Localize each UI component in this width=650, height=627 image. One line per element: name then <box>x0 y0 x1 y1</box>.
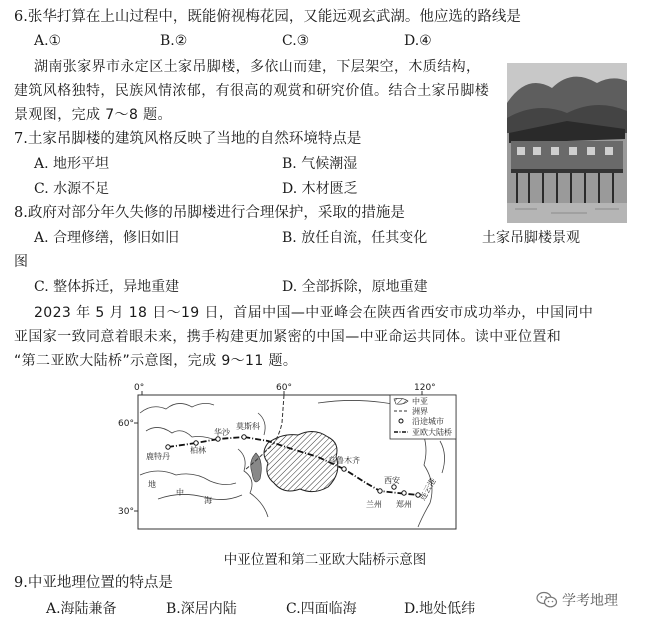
city-warsaw: 华沙 <box>214 428 230 437</box>
stilt-house-photo <box>507 63 627 223</box>
intro911-line-1: 2023 年 5 月 18 日～19 日，首届中国—中亚峰会在陕西省西安市成功举办，中国同中 <box>34 305 594 321</box>
wechat-icon <box>536 591 558 609</box>
city-xian: 西安 <box>384 476 400 485</box>
q9-option-d: D.地处低纬 <box>404 601 476 617</box>
map-caption: 中亚位置和第二亚欧大陆桥示意图 <box>223 552 427 568</box>
city-lanzhou: 兰州 <box>366 500 382 509</box>
city-lianyungang: 连云港 <box>417 476 438 502</box>
region-label-zhong: 中 <box>176 488 184 497</box>
city-moscow: 莫斯科 <box>236 422 260 431</box>
intro78-line-1: 湖南张家界市永定区土家吊脚楼，多依山而建，下层架空，木质结构， <box>34 59 481 75</box>
q6-option-b: B.② <box>160 33 188 49</box>
city-rotterdam: 鹿特丹 <box>146 452 170 461</box>
q8-option-c: C. 整体拆迁，异地重建 <box>34 279 180 295</box>
intro78-line-3: 景观图，完成 7～8 题。 <box>14 107 172 123</box>
q9-option-a: A.海陆兼备 <box>46 601 117 617</box>
lon-label-60: 60° <box>276 383 292 393</box>
q6-option-d: D.④ <box>404 33 432 49</box>
q9-stem: 9.中亚地理位置的特点是 <box>14 575 173 591</box>
q6-option-c: C.③ <box>282 33 310 49</box>
q7-option-d: D. 木材匮乏 <box>282 181 358 197</box>
stilt-house-illustration <box>507 63 627 223</box>
lat-label-60: 60° <box>118 419 134 429</box>
central-asia-map <box>118 383 458 531</box>
q9-option-b: B.深居内陆 <box>166 601 237 617</box>
q7-option-b: B. 气候潮湿 <box>282 156 358 172</box>
lat-label-30: 30° <box>118 507 134 517</box>
q7-option-c: C. 水源不足 <box>34 181 110 197</box>
q7-option-a: A. 地形平坦 <box>34 156 110 172</box>
q6-stem: 6.张华打算在上山过程中，既能俯视梅花园，又能远观玄武湖。他应选的路线是 <box>14 9 521 25</box>
q8-option-b: B. 放任自流，任其变化 <box>282 230 428 246</box>
intro78-line-2: 建筑风格独特，民族风情浓郁，有很高的观赏和研究价值。结合土家吊脚楼 <box>14 83 490 99</box>
q7-stem: 7.土家吊脚楼的建筑风格反映了当地的自然环境特点是 <box>14 131 362 147</box>
lon-label-120: 120° <box>414 383 436 393</box>
q9-option-c: C.四面临海 <box>286 601 357 617</box>
photo-caption: 土家吊脚楼景观 <box>482 230 580 246</box>
watermark-text: 学考地理 <box>562 593 618 609</box>
region-label-hai: 海 <box>204 496 212 505</box>
city-zhengzhou: 郑州 <box>396 500 412 509</box>
watermark <box>536 590 618 610</box>
lon-label-0: 0° <box>134 383 145 393</box>
q6-option-a: A.① <box>34 33 62 49</box>
legend-land-bridge: 亚欧大陆桥 <box>412 428 452 437</box>
q8-option-a: A. 合理修缮，修旧如旧 <box>34 230 180 246</box>
intro911-line-3: “第二亚欧大陆桥”示意图，完成 9～11 题。 <box>14 353 298 369</box>
city-urumqi: 乌鲁木齐 <box>328 456 360 465</box>
map-legend <box>390 395 456 439</box>
q8-stem: 8.政府对部分年久失修的吊脚楼进行合理保护，采取的措施是 <box>14 205 405 221</box>
central-asia-region <box>264 431 338 491</box>
legend-cities: 沿途城市 <box>412 417 444 426</box>
q8-option-d: D. 全部拆除，原地重建 <box>282 279 428 295</box>
central-asia-map-svg <box>118 383 458 531</box>
photo-caption-wrap: 图 <box>14 254 28 270</box>
city-berlin: 柏林 <box>190 446 206 455</box>
intro911-line-2: 亚国家一致同意着眼未来，携手构建更加紧密的中国—中亚命运共同体。读中亚位置和 <box>14 329 562 345</box>
region-label-di: 地 <box>148 480 156 489</box>
legend-central-asia: 中亚 <box>412 397 428 406</box>
legend-continent-border: 洲界 <box>412 407 428 416</box>
